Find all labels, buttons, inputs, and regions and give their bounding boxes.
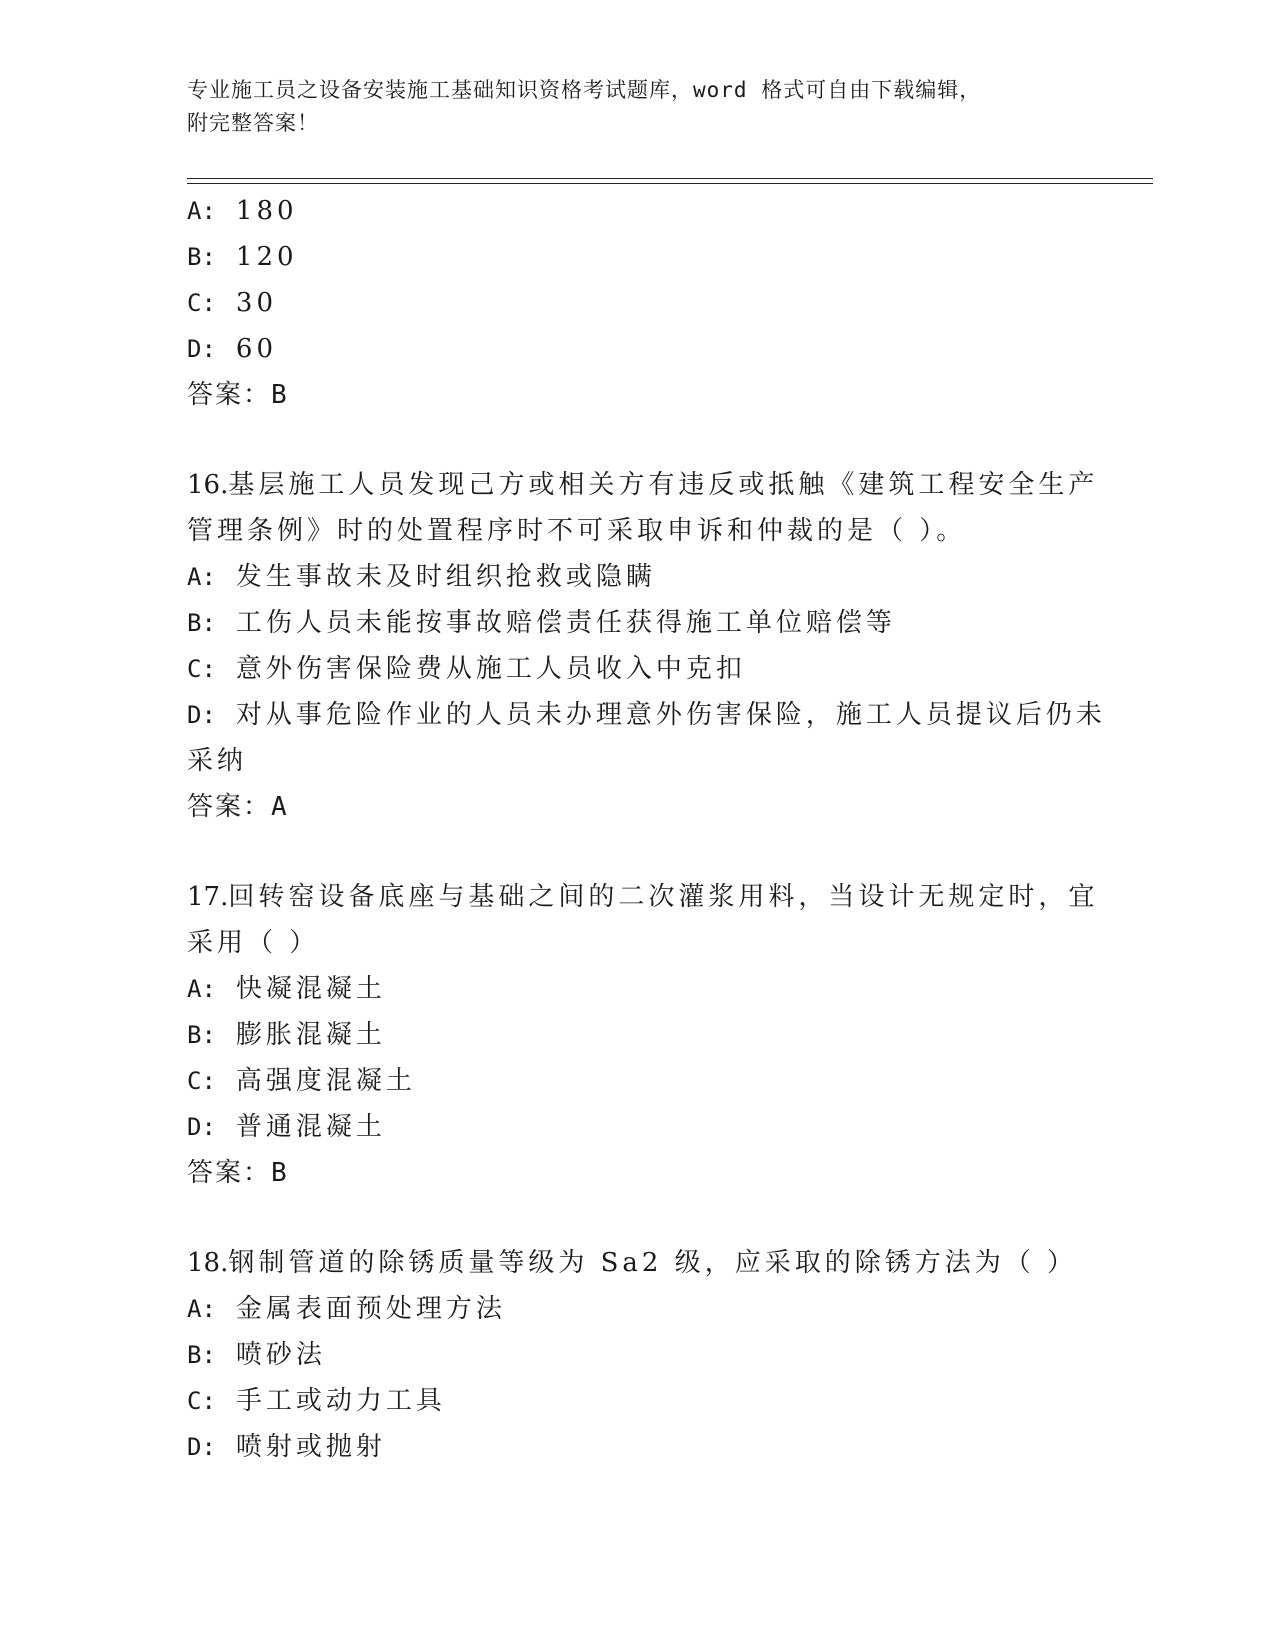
answer-line: [187, 784, 1087, 830]
option-c: [187, 1378, 1087, 1424]
option-letter: B:: [187, 1021, 216, 1049]
option-letter: B:: [187, 243, 216, 271]
option-text: 快凝混凝土: [235, 974, 386, 1004]
option-letter: A:: [187, 1295, 216, 1323]
question-number: 17.: [187, 882, 229, 912]
option-text: 30: [235, 288, 277, 318]
question-continued: [187, 188, 1087, 418]
answer-line: [187, 372, 1087, 418]
question-text: 基层施工人员发现己方或相关方有违反或抵触《建筑工程安全生产: [228, 470, 1099, 500]
option-d: [187, 1104, 1087, 1150]
question-text: 回转窑设备底座与基础之间的二次灌浆用料，当设计无规定时，宜: [228, 882, 1099, 912]
option-a: [187, 966, 1087, 1012]
question-text: 钢制管道的除锈质量等级为 Sa2 级，应采取的除锈方法为（ ）: [228, 1248, 1078, 1278]
answer-label: 答案：: [187, 380, 272, 410]
option-c: [187, 646, 1087, 692]
option-letter: D:: [187, 1113, 216, 1141]
option-letter: C:: [187, 655, 216, 683]
option-d: [187, 1424, 1087, 1470]
option-text: 手工或动力工具: [235, 1386, 446, 1416]
option-letter: C:: [187, 1067, 216, 1095]
option-letter: C:: [187, 289, 216, 317]
option-letter: D:: [187, 335, 216, 363]
question-stem-line: [187, 874, 1099, 920]
option-letter: A:: [187, 975, 216, 1003]
option-a: [187, 188, 1087, 234]
answer-value: A: [271, 792, 287, 822]
question-number: 16.: [187, 470, 229, 500]
header-divider-bottom: [187, 183, 1153, 184]
option-text: 喷射或抛射: [235, 1432, 386, 1462]
option-text: 金属表面预处理方法: [235, 1294, 506, 1324]
option-b: [187, 1012, 1087, 1058]
question-17: [187, 874, 1099, 1196]
option-letter: A:: [187, 197, 216, 225]
option-letter: B:: [187, 609, 216, 637]
question-stem-line: 管理条例》时的处置程序时不可采取申诉和仲裁的是（ ）。: [187, 516, 967, 546]
option-letter: D:: [187, 701, 216, 729]
option-b: [187, 600, 1087, 646]
header-title-line-1: 专业施工员之设备安装施工基础知识资格考试题库，word 格式可自由下载编辑，: [187, 78, 982, 102]
option-a: [187, 554, 1087, 600]
question-16: [187, 462, 1106, 830]
option-text: 120: [235, 242, 298, 272]
option-letter: A:: [187, 563, 216, 591]
option-letter: B:: [187, 1341, 216, 1369]
option-text: 膨胀混凝土: [235, 1020, 386, 1050]
option-text: 喷砂法: [235, 1340, 326, 1370]
option-text: 普通混凝土: [235, 1112, 386, 1142]
question-stem-line: [187, 1240, 1087, 1286]
option-d: [187, 326, 1087, 372]
option-text: 意外伤害保险费从施工人员收入中克扣: [235, 654, 746, 684]
question-18: [187, 1240, 1087, 1470]
option-text: 180: [235, 196, 298, 226]
option-a: [187, 1286, 1087, 1332]
answer-label: 答案：: [187, 792, 272, 822]
option-b: [187, 1332, 1087, 1378]
option-b: [187, 234, 1087, 280]
question-stem-line: 采用（ ）: [187, 928, 320, 958]
option-c: [187, 280, 1087, 326]
option-text: 工伤人员未能按事故赔偿责任获得施工单位赔偿等: [235, 608, 896, 638]
option-c: [187, 1058, 1087, 1104]
header-title-line-2: 附完整答案！: [187, 111, 319, 135]
option-text: 高强度混凝土: [235, 1066, 416, 1096]
option-letter: C:: [187, 1387, 216, 1415]
option-text: 60: [235, 334, 277, 364]
answer-value: B: [271, 380, 287, 410]
option-text: 发生事故未及时组织抢救或隐瞒: [235, 562, 656, 592]
answer-line: [187, 1150, 1087, 1196]
question-stem-line: [187, 462, 1099, 508]
option-d: [187, 692, 1106, 738]
question-number: 18.: [187, 1248, 229, 1278]
option-letter: D:: [187, 1433, 216, 1461]
option-text: 对从事危险作业的人员未办理意外伤害保险，施工人员提议后仍未: [235, 700, 1106, 730]
header-divider-top: [187, 178, 1153, 179]
option-text-continued: 采纳: [187, 746, 248, 776]
question-list: [187, 188, 1106, 1470]
document-header: [187, 74, 1067, 140]
answer-label: 答案：: [187, 1158, 272, 1188]
answer-value: B: [271, 1158, 287, 1188]
